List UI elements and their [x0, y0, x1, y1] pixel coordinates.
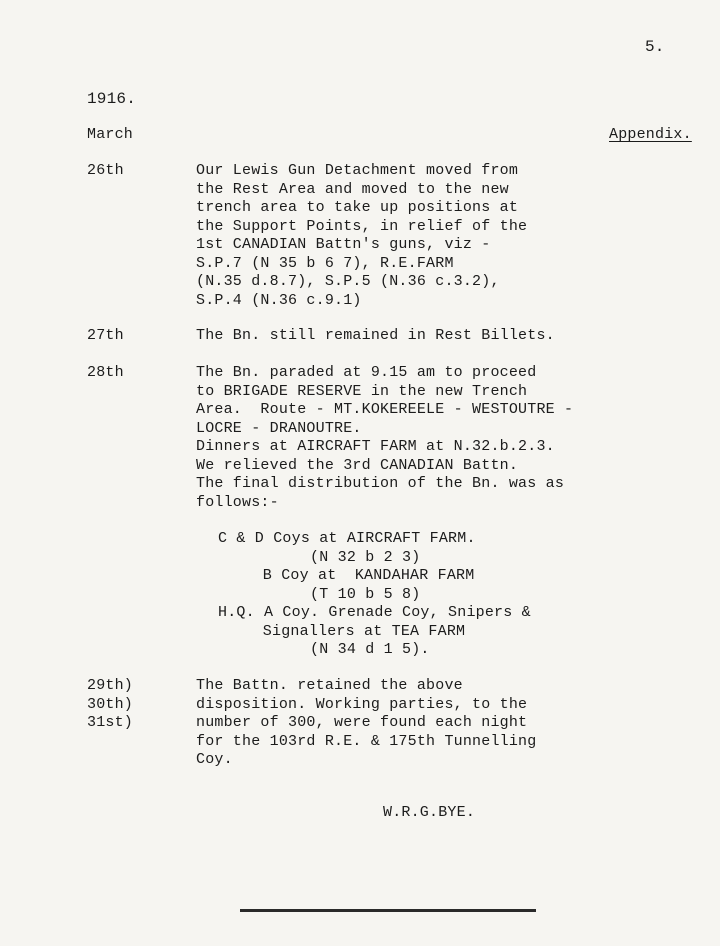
distribution-line: B Coy at KANDAHAR FARM — [226, 567, 475, 584]
entry-line: The Bn. paraded at 9.15 am to proceed — [196, 364, 537, 381]
entry-line: trench area to take up positions at — [196, 199, 519, 216]
entry-line: Area. Route - MT.KOKEREELE - WESTOUTRE - — [196, 401, 574, 418]
entry-date-28th: 28th — [87, 364, 124, 381]
distribution-line: Signallers at TEA FARM — [226, 622, 466, 640]
signature: W.R.G.BYE. — [383, 804, 476, 821]
entry-line: LOCRE - DRANOUTRE. — [196, 419, 362, 437]
entry-line: We relieved the 3rd CANADIAN Battn. — [196, 456, 519, 474]
entry-line: 1st CANADIAN Battn's guns, viz - — [196, 236, 491, 253]
month-heading: March — [87, 126, 134, 143]
year-heading: 1916. — [87, 90, 137, 108]
entry-line: the Rest Area and moved to the new — [196, 180, 509, 198]
entry-date-26th: 26th — [87, 162, 124, 179]
appendix-heading: Appendix. — [609, 126, 692, 143]
entry-line: Coy. — [196, 751, 233, 768]
entry-line: The Bn. still remained in Rest Billets. — [196, 327, 555, 344]
distribution-line: (T 10 b 5 8) — [218, 585, 421, 603]
entry-line: follows:- — [196, 493, 279, 511]
bottom-rule — [240, 909, 536, 912]
distribution-line: (N 34 d 1 5). — [218, 641, 430, 658]
entry-date-27th: 27th — [87, 327, 124, 344]
entry-date-30th: 30th) — [87, 695, 134, 713]
entry-line: S.P.7 (N 35 b 6 7), R.E.FARM — [196, 254, 454, 272]
distribution-line: H.Q. A Coy. Grenade Coy, Snipers & — [218, 604, 531, 621]
distribution-line: C & D Coys at AIRCRAFT FARM. — [218, 530, 476, 547]
entry-line: The Battn. retained the above — [196, 677, 463, 694]
page-number: 5. — [645, 38, 665, 56]
entry-date-31st: 31st) — [87, 714, 134, 731]
entry-line: The final distribution of the Bn. was as — [196, 475, 565, 492]
entry-line: S.P.4 (N.36 c.9.1) — [196, 291, 362, 309]
entry-line: disposition. Working parties, to the — [196, 695, 528, 713]
entry-line: the Support Points, in relief of the — [196, 217, 528, 235]
entry-line: Dinners at AIRCRAFT FARM at N.32.b.2.3. — [196, 438, 555, 455]
entry-date-29th: 29th) — [87, 677, 134, 694]
entry-line: number of 300, were found each night — [196, 714, 528, 731]
entry-line: Our Lewis Gun Detachment moved from — [196, 162, 519, 179]
entry-line: to BRIGADE RESERVE in the new Trench — [196, 382, 528, 400]
distribution-line: (N 32 b 2 3) — [218, 548, 421, 566]
entry-line: (N.35 d.8.7), S.P.5 (N.36 c.3.2), — [196, 273, 500, 290]
entry-line: for the 103rd R.E. & 175th Tunnelling — [196, 732, 537, 750]
